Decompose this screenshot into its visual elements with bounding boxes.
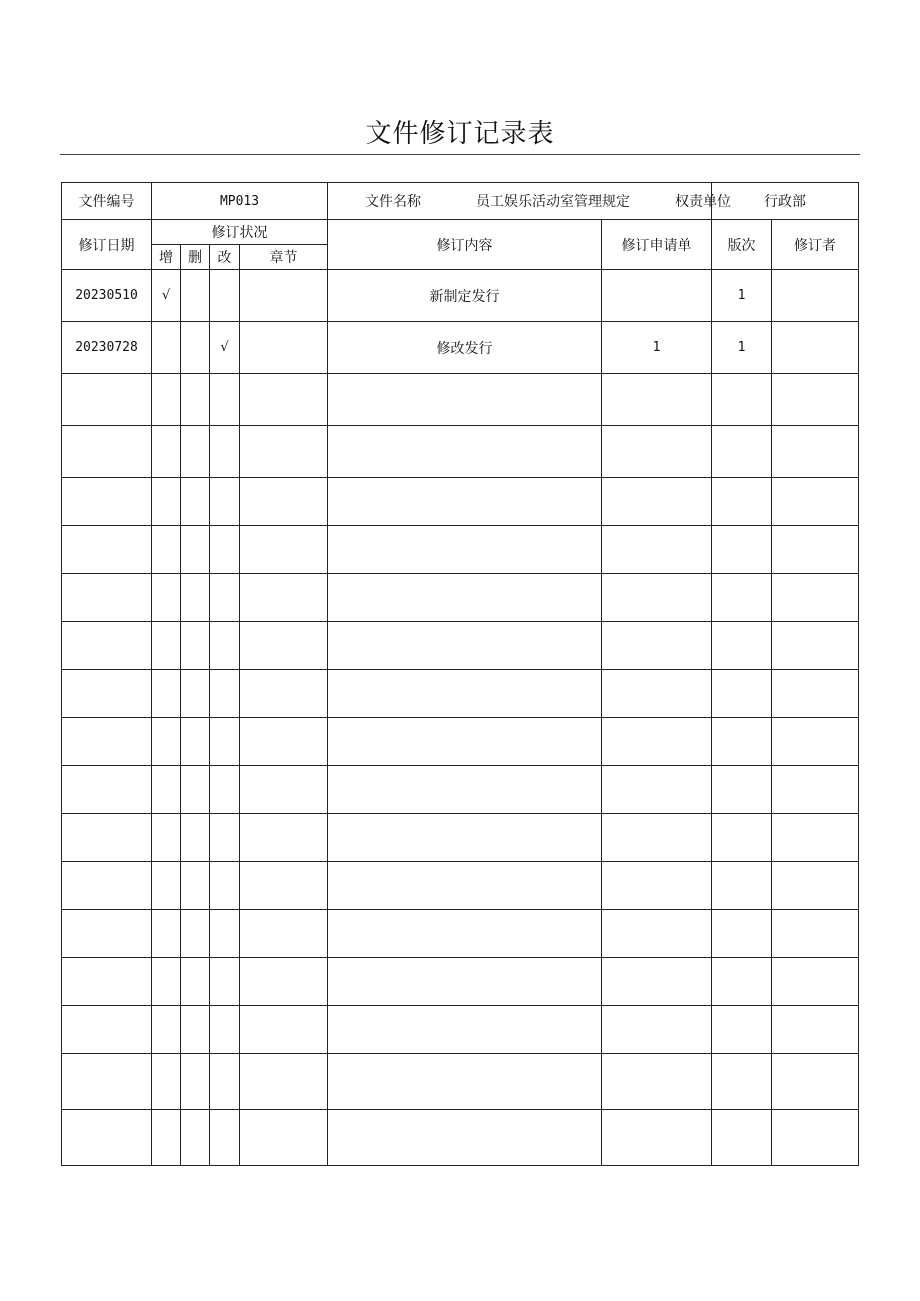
cell-content bbox=[328, 718, 602, 766]
cell-chapter bbox=[240, 270, 328, 322]
cell-request bbox=[602, 862, 712, 910]
table-row bbox=[62, 958, 859, 1006]
cell-modify bbox=[210, 670, 240, 718]
cell-modify bbox=[210, 862, 240, 910]
cell-add bbox=[152, 426, 181, 478]
cell-date bbox=[62, 574, 152, 622]
cell-version bbox=[712, 958, 772, 1006]
cell-delete bbox=[181, 814, 210, 862]
cell-modify bbox=[210, 622, 240, 670]
table-row bbox=[62, 862, 859, 910]
cell-date bbox=[62, 374, 152, 426]
cell-chapter bbox=[240, 1054, 328, 1110]
cell-version bbox=[712, 670, 772, 718]
cell-reviser bbox=[772, 1006, 859, 1054]
cell-modify bbox=[210, 766, 240, 814]
cell-chapter bbox=[240, 766, 328, 814]
cell-chapter bbox=[240, 814, 328, 862]
cell-delete bbox=[181, 1006, 210, 1054]
cell-date: 20230510 bbox=[62, 270, 152, 322]
cell-add bbox=[152, 526, 181, 574]
cell-request bbox=[602, 374, 712, 426]
cell-modify bbox=[210, 426, 240, 478]
cell-version bbox=[712, 1054, 772, 1110]
cell-date bbox=[62, 1006, 152, 1054]
cell-date bbox=[62, 910, 152, 958]
cell-request bbox=[602, 670, 712, 718]
cell-delete bbox=[181, 1054, 210, 1110]
cell-version: 1 bbox=[712, 322, 772, 374]
owner-value: 行政部 bbox=[712, 183, 859, 220]
info-row bbox=[62, 183, 859, 220]
cell-chapter bbox=[240, 670, 328, 718]
cell-version bbox=[712, 862, 772, 910]
cell-reviser bbox=[772, 426, 859, 478]
doc-name-value: 员工娱乐活动室管理规定 bbox=[476, 194, 631, 210]
cell-delete bbox=[181, 322, 210, 374]
cell-request bbox=[602, 622, 712, 670]
cell-chapter bbox=[240, 910, 328, 958]
cell-date bbox=[62, 622, 152, 670]
cell-add bbox=[152, 574, 181, 622]
cell-version bbox=[712, 910, 772, 958]
cell-request bbox=[602, 1054, 712, 1110]
cell-add bbox=[152, 622, 181, 670]
cell-chapter bbox=[240, 574, 328, 622]
doc-name-label: 文件名称 bbox=[365, 194, 422, 210]
cell-delete bbox=[181, 718, 210, 766]
cell-version bbox=[712, 1110, 772, 1166]
cell-content bbox=[328, 622, 602, 670]
cell-reviser bbox=[772, 1110, 859, 1166]
cell-modify bbox=[210, 958, 240, 1006]
cell-version bbox=[712, 574, 772, 622]
cell-chapter bbox=[240, 958, 328, 1006]
cell-add bbox=[152, 766, 181, 814]
cell-add bbox=[152, 478, 181, 526]
cell-reviser bbox=[772, 910, 859, 958]
cell-delete bbox=[181, 478, 210, 526]
cell-modify bbox=[210, 374, 240, 426]
cell-content: 修改发行 bbox=[328, 322, 602, 374]
table-row bbox=[62, 1006, 859, 1054]
cell-request bbox=[602, 910, 712, 958]
header-content: 修订内容 bbox=[328, 220, 602, 270]
cell-content bbox=[328, 426, 602, 478]
cell-request bbox=[602, 958, 712, 1006]
header-reviser: 修订者 bbox=[772, 220, 859, 270]
cell-date bbox=[62, 766, 152, 814]
cell-add bbox=[152, 1110, 181, 1166]
cell-content bbox=[328, 958, 602, 1006]
cell-modify: √ bbox=[210, 322, 240, 374]
cell-delete bbox=[181, 374, 210, 426]
cell-content bbox=[328, 1110, 602, 1166]
cell-request bbox=[602, 718, 712, 766]
cell-reviser bbox=[772, 958, 859, 1006]
cell-add bbox=[152, 814, 181, 862]
cell-modify bbox=[210, 270, 240, 322]
cell-add bbox=[152, 670, 181, 718]
cell-chapter bbox=[240, 322, 328, 374]
table-row bbox=[62, 374, 859, 426]
table-row bbox=[62, 478, 859, 526]
cell-content bbox=[328, 374, 602, 426]
cell-request bbox=[602, 270, 712, 322]
cell-date bbox=[62, 814, 152, 862]
cell-date bbox=[62, 958, 152, 1006]
table-row bbox=[62, 670, 859, 718]
cell-delete bbox=[181, 958, 210, 1006]
cell-request bbox=[602, 766, 712, 814]
cell-add bbox=[152, 1054, 181, 1110]
cell-date bbox=[62, 862, 152, 910]
cell-reviser bbox=[772, 526, 859, 574]
cell-add: √ bbox=[152, 270, 181, 322]
table-row bbox=[62, 322, 859, 374]
cell-version bbox=[712, 1006, 772, 1054]
cell-chapter bbox=[240, 622, 328, 670]
table-row bbox=[62, 574, 859, 622]
header-chapter: 章节 bbox=[240, 245, 328, 270]
cell-modify bbox=[210, 478, 240, 526]
cell-chapter bbox=[240, 1110, 328, 1166]
cell-content bbox=[328, 478, 602, 526]
doc-no-label: 文件编号 bbox=[62, 183, 152, 220]
cell-content bbox=[328, 526, 602, 574]
cell-content bbox=[328, 574, 602, 622]
cell-version bbox=[712, 374, 772, 426]
cell-date bbox=[62, 478, 152, 526]
table-row bbox=[62, 426, 859, 478]
owner-label: 权责单位 bbox=[675, 194, 732, 210]
table-row bbox=[62, 910, 859, 958]
page-title: 文件修订记录表 bbox=[365, 119, 555, 149]
header-add: 增 bbox=[152, 245, 181, 270]
cell-delete bbox=[181, 862, 210, 910]
header-status: 修订状况 bbox=[152, 220, 328, 245]
cell-version: 1 bbox=[712, 270, 772, 322]
title-divider bbox=[60, 154, 860, 155]
cell-content: 新制定发行 bbox=[328, 270, 602, 322]
cell-chapter bbox=[240, 862, 328, 910]
cell-reviser bbox=[772, 322, 859, 374]
cell-reviser bbox=[772, 814, 859, 862]
cell-date: 20230728 bbox=[62, 322, 152, 374]
cell-add bbox=[152, 862, 181, 910]
cell-version bbox=[712, 622, 772, 670]
cell-request bbox=[602, 1110, 712, 1166]
header-request: 修订申请单 bbox=[602, 220, 712, 270]
table-row bbox=[62, 270, 859, 322]
cell-request: 1 bbox=[602, 322, 712, 374]
cell-add bbox=[152, 374, 181, 426]
cell-content bbox=[328, 670, 602, 718]
header-delete: 删 bbox=[181, 245, 210, 270]
cell-modify bbox=[210, 814, 240, 862]
cell-delete bbox=[181, 426, 210, 478]
cell-modify bbox=[210, 1110, 240, 1166]
cell-version bbox=[712, 766, 772, 814]
cell-delete bbox=[181, 574, 210, 622]
cell-version bbox=[712, 718, 772, 766]
cell-delete bbox=[181, 766, 210, 814]
header-version: 版次 bbox=[712, 220, 772, 270]
cell-modify bbox=[210, 718, 240, 766]
table-row bbox=[62, 1110, 859, 1166]
cell-chapter bbox=[240, 426, 328, 478]
cell-content bbox=[328, 862, 602, 910]
table-row bbox=[62, 814, 859, 862]
cell-date bbox=[62, 718, 152, 766]
cell-reviser bbox=[772, 670, 859, 718]
cell-request bbox=[602, 1006, 712, 1054]
cell-content bbox=[328, 766, 602, 814]
cell-version bbox=[712, 426, 772, 478]
cell-delete bbox=[181, 1110, 210, 1166]
cell-content bbox=[328, 1054, 602, 1110]
cell-add bbox=[152, 958, 181, 1006]
cell-request bbox=[602, 526, 712, 574]
cell-date bbox=[62, 1110, 152, 1166]
cell-reviser bbox=[772, 862, 859, 910]
cell-reviser bbox=[772, 622, 859, 670]
header-modify: 改 bbox=[210, 245, 240, 270]
cell-reviser bbox=[772, 1054, 859, 1110]
cell-version bbox=[712, 478, 772, 526]
cell-chapter bbox=[240, 478, 328, 526]
cell-delete bbox=[181, 270, 210, 322]
cell-add bbox=[152, 322, 181, 374]
table-row bbox=[62, 1054, 859, 1110]
cell-reviser bbox=[772, 478, 859, 526]
cell-add bbox=[152, 910, 181, 958]
cell-chapter bbox=[240, 718, 328, 766]
cell-modify bbox=[210, 910, 240, 958]
cell-delete bbox=[181, 622, 210, 670]
cell-request bbox=[602, 426, 712, 478]
cell-chapter bbox=[240, 1006, 328, 1054]
cell-content bbox=[328, 910, 602, 958]
cell-date bbox=[62, 426, 152, 478]
doc-name-cell bbox=[328, 183, 732, 220]
cell-delete bbox=[181, 670, 210, 718]
cell-modify bbox=[210, 526, 240, 574]
header-date: 修订日期 bbox=[62, 220, 152, 270]
cell-date bbox=[62, 670, 152, 718]
cell-modify bbox=[210, 1006, 240, 1054]
cell-reviser bbox=[772, 718, 859, 766]
cell-reviser bbox=[772, 270, 859, 322]
cell-request bbox=[602, 574, 712, 622]
table-row bbox=[62, 622, 859, 670]
header-row-top bbox=[62, 220, 859, 245]
cell-version bbox=[712, 814, 772, 862]
cell-content bbox=[328, 814, 602, 862]
revision-record-table bbox=[61, 182, 859, 1166]
cell-date bbox=[62, 1054, 152, 1110]
cell-reviser bbox=[772, 374, 859, 426]
cell-modify bbox=[210, 1054, 240, 1110]
cell-version bbox=[712, 526, 772, 574]
cell-date bbox=[62, 526, 152, 574]
cell-delete bbox=[181, 526, 210, 574]
cell-chapter bbox=[240, 374, 328, 426]
table-row bbox=[62, 526, 859, 574]
table-row bbox=[62, 766, 859, 814]
cell-request bbox=[602, 814, 712, 862]
cell-reviser bbox=[772, 574, 859, 622]
cell-reviser bbox=[772, 766, 859, 814]
cell-add bbox=[152, 718, 181, 766]
cell-chapter bbox=[240, 526, 328, 574]
cell-delete bbox=[181, 910, 210, 958]
doc-no-value: MP013 bbox=[152, 183, 328, 220]
cell-modify bbox=[210, 574, 240, 622]
table-row bbox=[62, 718, 859, 766]
cell-content bbox=[328, 1006, 602, 1054]
cell-add bbox=[152, 1006, 181, 1054]
cell-request bbox=[602, 478, 712, 526]
